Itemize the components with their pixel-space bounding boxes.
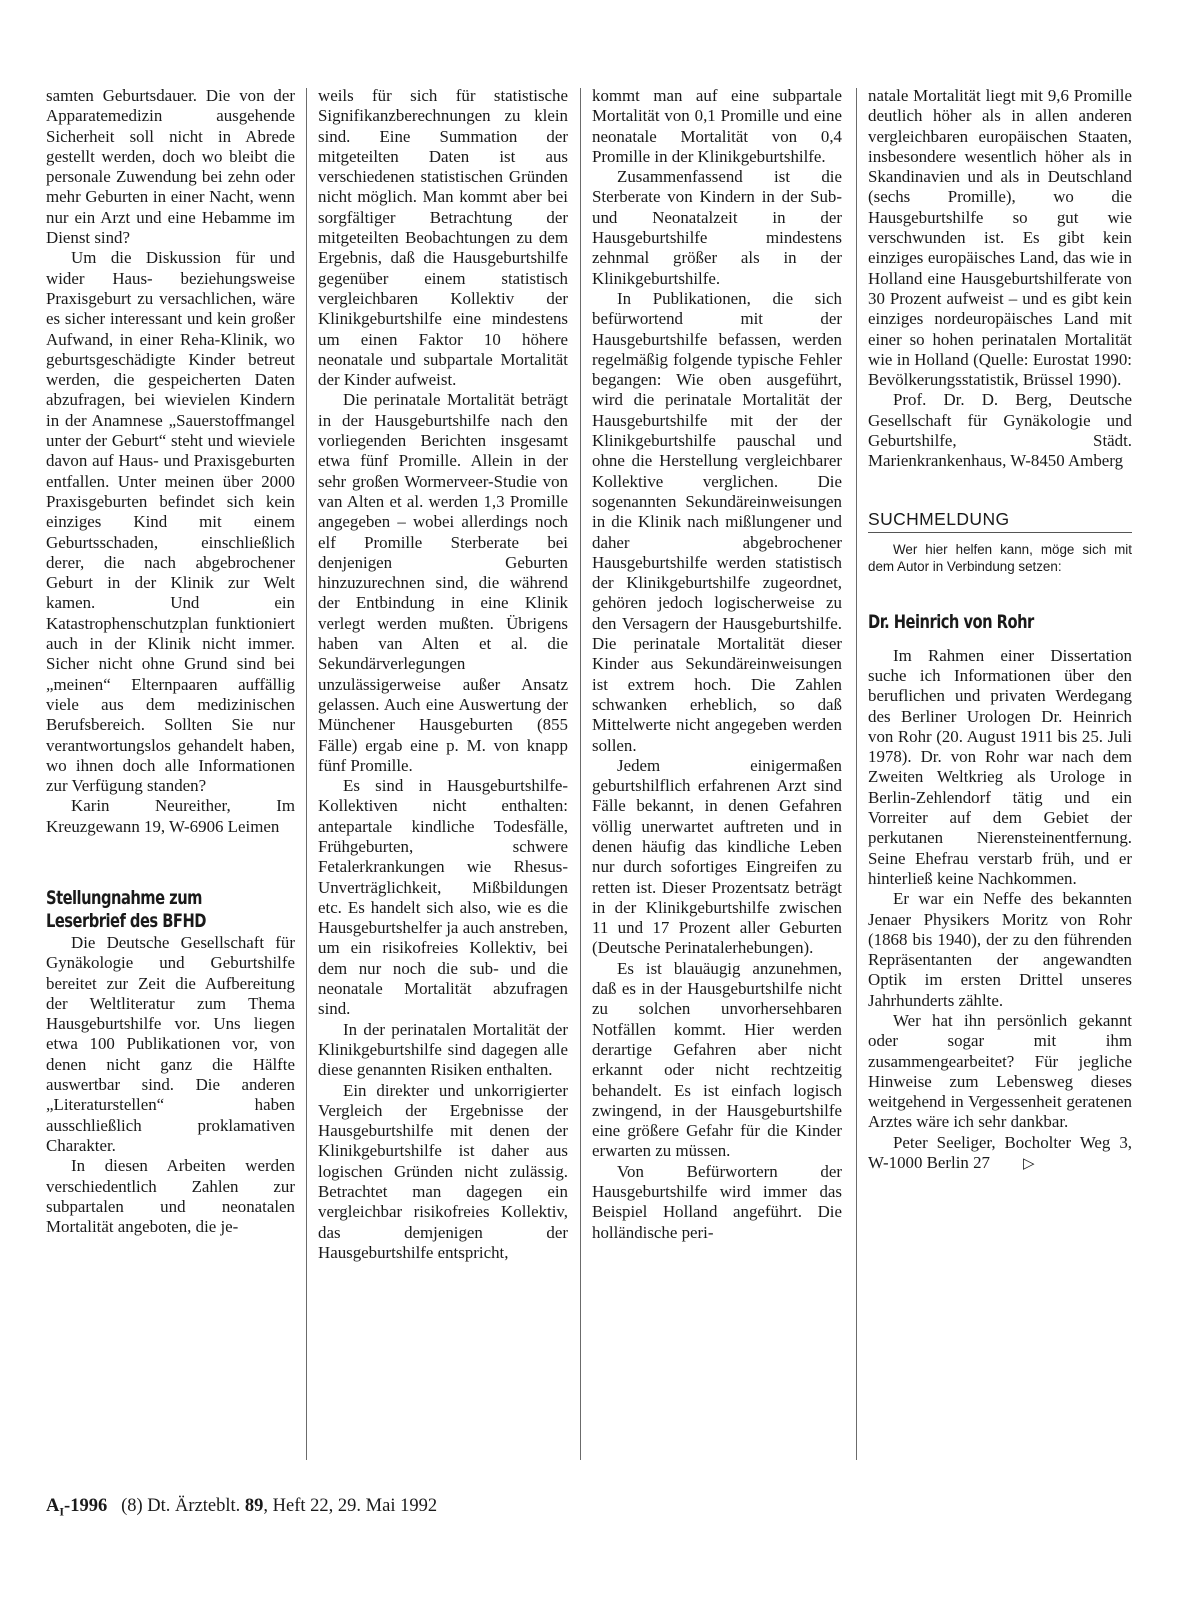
column-1 <box>46 86 295 1486</box>
paragraph: kommt man auf eine subpartale Mortalität von 0,1 Promille und eine neonatale Mortalität von 0,4 Promille in der Klinikgeburtshilfe. <box>592 86 842 166</box>
journal-name: Dt. Ärzteblt. <box>147 1496 241 1516</box>
section-label: SUCHMELDUNG <box>868 508 1132 533</box>
paragraph: In Publikationen, die sich befürwortend mit der Hausgeburtshilfe befassen, werden regelmäßig folgende typische Fehler begangen: Wie oben ausgeführt, wird die perinatale Mortalität der Hausgeburtshilfe mit der der Klinikgeburtshilfe pauschal und ohne die Herstellung vergleichbarer Kollektive verglichen. Die sogenannten Sekundäreinweisungen in die Klinik nach mißlungener und daher abgebrochener Hausgeburtshilfe werden statistisch der Klinikgeburtshilfe zugeordnet, gehören jedoch logischerweise zu den Versagern der Hausgeburtshilfe. Die perinatale Mortalität dieser Kinder aus Sekundäreinweisungen ist extrem hoch. Die Zahlen schwanken erheblich, so daß Mittelwerte nicht angegeben werden sollen. <box>592 288 842 755</box>
paragraph: Die Deutsche Gesellschaft für Gynäkologie und Geburtshilfe bereitet zur Zeit die Aufbereitung der Weltliteratur zum Thema Hausgeburtshilfe vor. Uns liegen etwa 100 Publikationen vor, von denen nicht ganz die Hälfte auswertbar sind. Die anderen „Literaturstellen“ haben ausschließlich proklamativen Charakter. <box>46 932 295 1155</box>
paragraph: Um die Diskussion für und wider Haus- beziehungsweise Praxisgeburt zu versachlichen, wäre es sicher interessant und kein großer Aufwand, in einer Reha-Klinik, wo geburtsgeschädigte Kinder betreut werden, die gespeicherten Daten abzufragen, bei wievielen Kindern in der Anamnese „Sauerstoffmangel unter der Geburt“ steht und wieviele davon auf Haus- und Praxisgeburten entfallen. Unter meinen über 2000 Praxisgeburten befindet sich kein einziges Kind mit einem Geburtsschaden, einschließlich derer, die nach abgebrochener Geburt in der Klinik zur Welt kamen. Und ein Katastrophenschutzplan funktioniert auch in der Klinik nicht immer. Sicher nicht ohne Grund sind bei „meinen“ Elternpaaren auffällig viele aus dem medizinischen Berufsbereich. Sollten Sie nur verantwortungslos gehandelt haben, wo ihnen doch alle Informationen zur Verfügung standen? <box>46 248 295 796</box>
spacer <box>868 472 1132 508</box>
paragraph: Von Befürwortern der Hausgeburtshilfe wird immer das Beispiel Holland angeführt. Die holländische peri- <box>592 1161 842 1242</box>
column-rule <box>306 88 307 1460</box>
paragraph: Zusammenfassend ist die Sterberate von Kindern in der Sub- und Neonatalzeit in der Hausgeburtshilfe mindestens zehnmal größer als in der Klinikgeburtshilfe. <box>592 167 842 288</box>
journal-volume: 89 <box>244 1496 264 1516</box>
signature-text: Peter Seeliger, Bocholter Weg 3, W-1000 Berlin 27 <box>868 1132 1132 1173</box>
paragraph: Es sind in Hausgeburtshilfe-Kollektiven nicht enthalten: antepartale kindliche Todesfälle, Frühgeburten, schwere Fetalerkrankungen wie Rhesus-Unverträglichkeit, Mißbildungen etc. Es handelt sich also, wie es die Hausgeburtshelfer ja auch anstreben, um ein risikofreies Kollektiv, bei dem nur noch die sub- und die neonatale Mortalität abzufragen sind. <box>318 776 568 1019</box>
paragraph: Wer hat ihn persönlich gekannt oder sogar mit ihm zusammengearbeitet? Für jegliche Hinweise zum Lebensweg dieses weitgehend in Vergessenheit geratenen Arztes wäre ich sehr dankbar. <box>868 1010 1132 1132</box>
page-num: -1996 <box>64 1496 108 1516</box>
paragraph: In der perinatalen Mortalität der Klinikgeburtshilfe sind dagegen alle diese genannten Risiken enthalten. <box>318 1019 568 1080</box>
article-heading-line: Leserbrief des BFHD <box>46 909 206 932</box>
paragraph: In diesen Arbeiten werden verschiedentlich Zahlen zur subpartalen und neonatalen Mortalität angeboten, die je- <box>46 1156 295 1237</box>
article-heading: Dr. Heinrich von Rohr <box>868 610 1034 633</box>
page-number <box>46 1496 108 1519</box>
triangle-right-outline-icon: ▷ <box>1022 1154 1035 1173</box>
article-heading-line: Stellungnahme zum <box>46 886 202 909</box>
paragraph: Ein direkter und unkorrigierter Vergleich der Ergebnisse der Hausgeburtshilfe mit denen der Klinikgeburtshilfe ist daher aus logischen Gründen nicht zulässig. Betrachtet man dagegen ein vergleichbar risikofreies Kollektiv, das demjenigen der Hausgeburtshilfe entspricht, <box>318 1080 568 1262</box>
letter-signature: Karin Neureither, Im Kreuzgewann 19, W-6906 Leimen <box>46 796 295 836</box>
spacer <box>868 575 1132 611</box>
column-4 <box>868 86 1132 1486</box>
letter-signature <box>868 1133 1132 1174</box>
page-sub: I <box>59 1504 65 1519</box>
journal-issue: , Heft 22, 29. Mai 1992 <box>263 1496 438 1516</box>
paragraph: Jedem einigermaßen geburtshilflich erfahrenen Arzt sind Fälle bekannt, in denen Gefahren völlig unerwartet auftreten und in denen häufig das kindliche Leben nur durch sofortiges Eingreifen zu retten ist. Dieser Prozentsatz beträgt in der Klinikgeburtshilfe zwischen 11 und 17 Prozent aller Geburten (Deutsche Perinatalerhebungen). <box>592 755 842 958</box>
page-prefix: A <box>46 1496 60 1516</box>
paragraph: Er war ein Neffe des bekannten Jenaer Physikers Moritz von Rohr (1868 bis 1940), der zu den führenden Repräsentanten der angewandten Optik im ersten Drittel unseres Jahrhunderts zählte. <box>868 889 1132 1010</box>
column-rule <box>856 88 857 1460</box>
section-intro: Wer hier helfen kann, möge sich mit dem Autor in Verbindung setzen: <box>868 541 1132 574</box>
column-2 <box>318 86 568 1486</box>
paragraph: Es ist blauäugig anzunehmen, daß es in der Hausgeburtshilfe nicht zu solchen unvorhersehbaren Notfällen kommt. Hier werden derartige Gefahren aber nicht erkannt oder nicht rechtzeitig behandelt. Es ist einfach logisch zwingend, in der Hausgeburtshilfe eine größere Gefahr für die Kinder erwarten zu müssen. <box>592 958 842 1161</box>
column-rule <box>580 88 581 1460</box>
letter-signature: Prof. Dr. D. Berg, Deutsche Gesellschaft für Gynäkologie und Geburtshilfe, Städt. Marienkrankenhaus, W-8450 Amberg <box>868 390 1132 471</box>
paragraph: natale Mortalität liegt mit 9,6 Promille deutlich höher als in allen anderen vergleichbaren europäischen Staaten, insbesondere wesentlich höher als in Skandinavien und als in Deutschland (sechs Promille), wo die Hausgeburtshilfe so gut wie verschwunden ist. Es gibt kein einziges europäisches Land, das wie in Holland eine Hausgeburtshilferate von 30 Prozent aufweist – und es gibt kein einziges nordeuropäisches Land mit einer so hohen perinatalen Mortalität wie in Holland (Quelle: Eurostat 1990: Bevölkerungsstatistik, Brüssel 1990). <box>868 86 1132 390</box>
page-paren: (8) <box>121 1496 143 1516</box>
spacer <box>46 837 295 887</box>
paragraph: Im Rahmen einer Dissertation suche ich Informationen über den beruflichen und privaten Werdegang des Berliner Urologen Dr. Heinrich von Rohr (20. August 1911 bis 25. Juli 1978). Dr. von Rohr war nach dem Zweiten Weltkrieg als Urologe in Berlin-Zehlendorf tätig und ein Vorreiter auf dem Gebiet der perkutanen Nierensteinentfernung. Seine Ehefrau verstarb früh, und er hinterließ keine Nachkommen. <box>868 645 1132 888</box>
column-3 <box>592 86 842 1486</box>
spacer <box>868 634 1132 646</box>
paragraph: weils für sich für statistische Signifikanzberechnungen zu klein sind. Eine Summation der mitgeteilten Daten ist aus verschiedenen statistischen Gründen nicht möglich. Man kommt aber bei sorgfältiger Betrachtung der mitgeteilten Beobachtungen zu dem Ergebnis, daß die Hausgeburtshilfe gegenüber einem statistisch vergleichbaren Kollektiv der Klinikgeburtshilfe eine mindestens um einen Faktor 10 höhere neonatale und subpartale Mortalität der Kinder aufweist. <box>318 86 568 390</box>
paragraph: samten Geburtsdauer. Die von der Apparatemedizin ausgehende Sicherheit soll nicht in Abrede gestellt werden, doch wo bleibt die personale Zuwendung bei zehn oder mehr Geburten in einer Nacht, wenn nur ein Arzt und eine Hebamme im Dienst sind? <box>46 86 295 248</box>
page-footer <box>46 1496 437 1520</box>
paragraph: Die perinatale Mortalität beträgt in der Hausgeburtshilfe nach den vorliegenden Berichten insgesamt etwa fünf Promille. Allein in der sehr großen Wormerveer-Studie von van Alten et al. werden 1,3 Promille angegeben – wobei allerdings noch elf Promille Sterberate bei denjenigen Geburten hinzuzurechnen sind, die während der Entbindung in eine Klinik verlegt werden mußten. Übrigens haben van Alten et al. die Sekundärverlegungen unzulässigerweise außer Ansatz gelassen. Auch eine Auswertung der Münchener Hausgeburten (855 Fälle) ergab eine p. M. von knapp fünf Promille. <box>318 390 568 775</box>
article-heading <box>46 887 260 933</box>
